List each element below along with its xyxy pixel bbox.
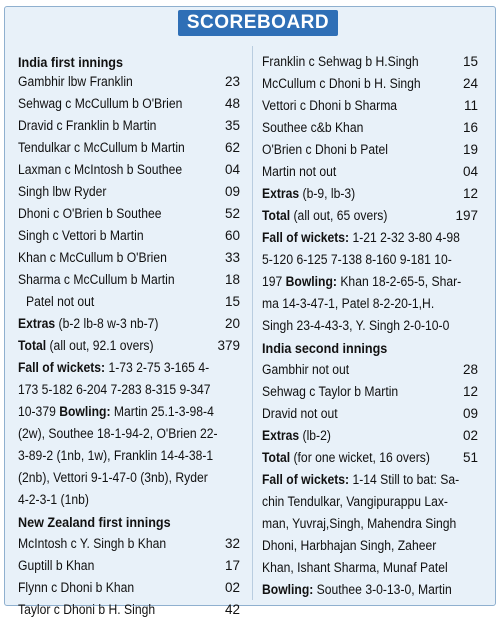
batting-row: Guptill b Khan <box>18 558 95 573</box>
fall-of-wickets-line: Khan, Ishant Sharma, Munaf Patel <box>262 560 448 575</box>
batting-row: O'Brien c Dhoni b Patel <box>262 142 388 157</box>
batting-row: Gambhir lbw Franklin <box>18 74 133 89</box>
fow-label: Fall of wickets: <box>18 360 106 375</box>
bowling-label: Bowling: <box>59 404 111 419</box>
batting-row: McCullum c Dhoni b H. Singh <box>262 76 421 91</box>
total-row <box>262 206 387 226</box>
column-divider <box>252 46 253 600</box>
extras-label: Extras <box>18 316 56 331</box>
total-row <box>262 448 430 468</box>
batting-runs: 24 <box>462 76 478 91</box>
scoreboard-title: SCOREBOARD <box>178 10 338 36</box>
bowling-label: Bowling: <box>285 274 337 289</box>
batting-row: Vettori c Dhoni b Sharma <box>262 98 398 113</box>
batting-row: Franklin c Sehwag b H.Singh <box>262 54 419 69</box>
bowling-line: ma 14-3-47-1, Patel 8-2-20-1,H. <box>262 296 435 311</box>
extras-row <box>262 184 355 204</box>
total-row <box>18 336 154 356</box>
fall-of-wickets-line: Dhoni, Harbhajan Singh, Zaheer <box>262 538 437 553</box>
batting-row: Sehwag c McCullum b O'Brien <box>18 96 183 111</box>
batting-runs: 04 <box>462 164 478 179</box>
batting-runs: 42 <box>224 602 240 617</box>
batting-runs: 02 <box>224 580 240 595</box>
fow-text: 197 <box>262 274 286 289</box>
bowling-line: 3-89-2 (1nb, 1w), Franklin 14-4-38-1 <box>18 448 214 463</box>
extras-value: 20 <box>224 316 240 331</box>
extras-detail: (lb-2) <box>302 428 331 443</box>
batting-runs: 19 <box>462 142 478 157</box>
batting-row: Southee c&b Khan <box>262 120 364 135</box>
batting-runs: 52 <box>224 206 240 221</box>
batting-runs: 04 <box>224 162 240 177</box>
total-label: Total <box>262 208 291 223</box>
bowling-line: (2w), Southee 18-1-94-2, O'Brien 22- <box>18 426 218 441</box>
batting-runs: 32 <box>224 536 240 551</box>
batting-runs: 28 <box>462 362 478 377</box>
batting-row: Patel not out <box>26 294 95 309</box>
fow-text: 1-21 2-32 3-80 4-98 <box>349 230 460 245</box>
batting-row: Gambhir not out <box>262 362 350 377</box>
total-value: 379 <box>217 338 240 353</box>
extras-label: Extras <box>262 428 300 443</box>
bowling-label: Bowling: <box>262 582 314 597</box>
batting-row: Dravid c Franklin b Martin <box>18 118 157 133</box>
total-detail: (all out, 65 overs) <box>293 208 388 223</box>
batting-row: Tendulkar c McCullum b Martin <box>18 140 185 155</box>
batting-runs: 33 <box>224 250 240 265</box>
bowling-text: Martin 25.1-3-98-4 <box>110 404 214 419</box>
total-label: Total <box>262 450 291 465</box>
total-detail: (for one wicket, 16 overs) <box>293 450 430 465</box>
batting-row: Flynn c Dhoni b Khan <box>18 580 135 595</box>
extras-row <box>18 314 158 334</box>
batting-runs: 12 <box>462 384 478 399</box>
batting-runs: 09 <box>224 184 240 199</box>
india-second-innings-heading: India second innings <box>262 340 388 356</box>
extras-detail: (b-9, lb-3) <box>302 186 356 201</box>
batting-row: Taylor c Dhoni b H. Singh <box>18 602 156 617</box>
batting-row: Dravid not out <box>262 406 338 421</box>
batting-runs: 15 <box>462 54 478 69</box>
bowling-line: Singh 23-4-43-3, Y. Singh 2-0-10-0 <box>262 318 450 333</box>
batting-row: Sharma c McCullum b Martin <box>18 272 175 287</box>
fow-text: 10-379 <box>18 404 60 419</box>
batting-runs: 62 <box>224 140 240 155</box>
fow-label: Fall of wickets: <box>262 230 350 245</box>
total-label: Total <box>18 338 47 353</box>
extras-value: 02 <box>462 428 478 443</box>
batting-runs: 16 <box>462 120 478 135</box>
batting-runs: 11 <box>463 98 478 113</box>
batting-row: Laxman c McIntosh b Southee <box>18 162 183 177</box>
total-value: 51 <box>462 450 478 465</box>
fall-of-wickets-line <box>262 470 459 490</box>
extras-label: Extras <box>262 186 300 201</box>
fow-label: Fall of wickets: <box>262 472 350 487</box>
batting-row: Singh lbw Ryder <box>18 184 107 199</box>
batting-runs: 23 <box>224 74 240 89</box>
batting-runs: 17 <box>224 558 240 573</box>
bowling-text: Khan 18-2-65-5, Shar- <box>336 274 462 289</box>
bowling-line: (2nb), Vettori 9-1-47-0 (3nb), Ryder <box>18 470 208 485</box>
batting-runs: 35 <box>224 118 240 133</box>
total-detail: (all out, 92.1 overs) <box>49 338 154 353</box>
bowling-text: Southee 3-0-13-0, Martin <box>313 582 452 597</box>
fow-text: 1-14 Still to bat: Sa- <box>349 472 460 487</box>
batting-row: Sehwag c Taylor b Martin <box>262 384 399 399</box>
fall-of-wickets-line: 173 5-182 6-204 7-283 8-315 9-347 <box>18 382 211 397</box>
fall-of-wickets-line <box>18 402 214 422</box>
total-value: 197 <box>455 208 478 223</box>
extras-detail: (b-2 lb-8 w-3 nb-7) <box>58 316 159 331</box>
extras-row <box>262 426 331 446</box>
nz-first-innings-heading: New Zealand first innings <box>18 514 171 530</box>
fall-of-wickets-line: man, Yuvraj,Singh, Mahendra Singh <box>262 516 457 531</box>
fow-text: 1-73 2-75 3-165 4- <box>105 360 210 375</box>
fall-of-wickets-line <box>18 358 209 378</box>
bowling-line: 4-2-3-1 (1nb) <box>18 492 89 507</box>
fall-of-wickets-line <box>262 272 461 292</box>
bowling-line <box>262 580 452 600</box>
extras-value: 12 <box>462 186 478 201</box>
batting-runs: 60 <box>224 228 240 243</box>
batting-runs: 09 <box>462 406 478 421</box>
batting-row: Singh c Vettori b Martin <box>18 228 144 243</box>
fall-of-wickets-line: 5-120 6-125 7-138 8-160 9-181 10- <box>262 252 452 267</box>
batting-row: McIntosh c Y. Singh b Khan <box>18 536 167 551</box>
batting-runs: 18 <box>224 272 240 287</box>
batting-row: Dhoni c O'Brien b Southee <box>18 206 162 221</box>
india-first-innings-heading: India first innings <box>18 54 124 70</box>
batting-row: Khan c McCullum b O'Brien <box>18 250 167 265</box>
batting-runs: 48 <box>224 96 240 111</box>
batting-row: Martin not out <box>262 164 337 179</box>
batting-runs: 15 <box>224 294 240 309</box>
fall-of-wickets-line: chin Tendulkar, Vangipurappu Lax- <box>262 494 448 509</box>
fall-of-wickets-line <box>262 228 460 248</box>
